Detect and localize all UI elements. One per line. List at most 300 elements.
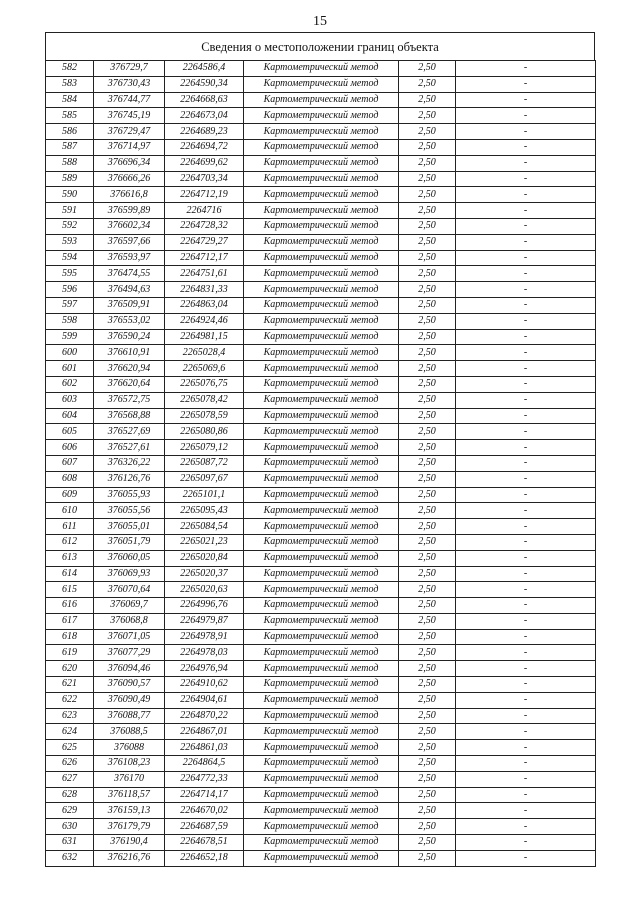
description-cell: - bbox=[456, 139, 596, 155]
method-cell: Картометрический метод bbox=[244, 440, 399, 456]
table-row bbox=[46, 345, 596, 361]
x-coordinate-cell: 376666,26 bbox=[94, 171, 165, 187]
accuracy-cell: 2,50 bbox=[399, 645, 456, 661]
y-coordinate-cell: 2264586,4 bbox=[165, 61, 244, 77]
table-title: Сведения о местоположении границ объекта bbox=[45, 32, 595, 60]
y-coordinate-cell: 2265021,23 bbox=[165, 534, 244, 550]
table-row bbox=[46, 613, 596, 629]
description-cell: - bbox=[456, 787, 596, 803]
table-row bbox=[46, 803, 596, 819]
table-row bbox=[46, 740, 596, 756]
method-cell: Картометрический метод bbox=[244, 582, 399, 598]
boundary-points-table bbox=[45, 60, 596, 867]
table-row bbox=[46, 234, 596, 250]
method-cell: Картометрический метод bbox=[244, 471, 399, 487]
table-row bbox=[46, 708, 596, 724]
point-number-cell: 628 bbox=[46, 787, 94, 803]
description-cell: - bbox=[456, 250, 596, 266]
y-coordinate-cell: 2265095,43 bbox=[165, 503, 244, 519]
table-row bbox=[46, 550, 596, 566]
x-coordinate-cell: 376599,89 bbox=[94, 203, 165, 219]
y-coordinate-cell: 2264864,5 bbox=[165, 756, 244, 772]
y-coordinate-cell: 2264772,33 bbox=[165, 771, 244, 787]
table-row bbox=[46, 297, 596, 313]
method-cell: Картометрический метод bbox=[244, 613, 399, 629]
accuracy-cell: 2,50 bbox=[399, 661, 456, 677]
description-cell: - bbox=[456, 297, 596, 313]
table-row bbox=[46, 677, 596, 693]
method-cell: Картометрический метод bbox=[244, 550, 399, 566]
point-number-cell: 590 bbox=[46, 187, 94, 203]
method-cell: Картометрический метод bbox=[244, 408, 399, 424]
description-cell: - bbox=[456, 234, 596, 250]
x-coordinate-cell: 376055,93 bbox=[94, 487, 165, 503]
y-coordinate-cell: 2264668,63 bbox=[165, 92, 244, 108]
point-number-cell: 624 bbox=[46, 724, 94, 740]
y-coordinate-cell: 2265069,6 bbox=[165, 361, 244, 377]
description-cell: - bbox=[456, 171, 596, 187]
method-cell: Картометрический метод bbox=[244, 850, 399, 866]
x-coordinate-cell: 376610,91 bbox=[94, 345, 165, 361]
description-cell: - bbox=[456, 92, 596, 108]
accuracy-cell: 2,50 bbox=[399, 724, 456, 740]
x-coordinate-cell: 376159,13 bbox=[94, 803, 165, 819]
accuracy-cell: 2,50 bbox=[399, 534, 456, 550]
description-cell: - bbox=[456, 645, 596, 661]
y-coordinate-cell: 2264978,91 bbox=[165, 629, 244, 645]
method-cell: Картометрический метод bbox=[244, 361, 399, 377]
point-number-cell: 603 bbox=[46, 392, 94, 408]
description-cell: - bbox=[456, 329, 596, 345]
y-coordinate-cell: 2265097,67 bbox=[165, 471, 244, 487]
table-row bbox=[46, 692, 596, 708]
description-cell: - bbox=[456, 819, 596, 835]
y-coordinate-cell: 2264670,02 bbox=[165, 803, 244, 819]
x-coordinate-cell: 376572,75 bbox=[94, 392, 165, 408]
accuracy-cell: 2,50 bbox=[399, 92, 456, 108]
description-cell: - bbox=[456, 708, 596, 724]
x-coordinate-cell: 376593,97 bbox=[94, 250, 165, 266]
x-coordinate-cell: 376090,57 bbox=[94, 677, 165, 693]
point-number-cell: 582 bbox=[46, 61, 94, 77]
accuracy-cell: 2,50 bbox=[399, 803, 456, 819]
accuracy-cell: 2,50 bbox=[399, 187, 456, 203]
point-number-cell: 626 bbox=[46, 756, 94, 772]
table-row bbox=[46, 282, 596, 298]
x-coordinate-cell: 376597,66 bbox=[94, 234, 165, 250]
table-row bbox=[46, 519, 596, 535]
accuracy-cell: 2,50 bbox=[399, 692, 456, 708]
description-cell: - bbox=[456, 61, 596, 77]
y-coordinate-cell: 2264976,94 bbox=[165, 661, 244, 677]
y-coordinate-cell: 2264712,19 bbox=[165, 187, 244, 203]
method-cell: Картометрический метод bbox=[244, 424, 399, 440]
description-cell: - bbox=[456, 392, 596, 408]
point-number-cell: 609 bbox=[46, 487, 94, 503]
point-number-cell: 584 bbox=[46, 92, 94, 108]
description-cell: - bbox=[456, 203, 596, 219]
y-coordinate-cell: 2264678,51 bbox=[165, 835, 244, 851]
point-number-cell: 604 bbox=[46, 408, 94, 424]
x-coordinate-cell: 376620,64 bbox=[94, 376, 165, 392]
y-coordinate-cell: 2264687,59 bbox=[165, 819, 244, 835]
description-cell: - bbox=[456, 218, 596, 234]
point-number-cell: 622 bbox=[46, 692, 94, 708]
accuracy-cell: 2,50 bbox=[399, 61, 456, 77]
point-number-cell: 612 bbox=[46, 534, 94, 550]
method-cell: Картометрический метод bbox=[244, 756, 399, 772]
point-number-cell: 616 bbox=[46, 598, 94, 614]
point-number-cell: 585 bbox=[46, 108, 94, 124]
description-cell: - bbox=[456, 187, 596, 203]
y-coordinate-cell: 2265078,42 bbox=[165, 392, 244, 408]
boundary-table-sheet bbox=[45, 32, 595, 867]
x-coordinate-cell: 376088,77 bbox=[94, 708, 165, 724]
accuracy-cell: 2,50 bbox=[399, 76, 456, 92]
table-row bbox=[46, 361, 596, 377]
table-row bbox=[46, 171, 596, 187]
accuracy-cell: 2,50 bbox=[399, 139, 456, 155]
accuracy-cell: 2,50 bbox=[399, 408, 456, 424]
accuracy-cell: 2,50 bbox=[399, 361, 456, 377]
description-cell: - bbox=[456, 582, 596, 598]
method-cell: Картометрический метод bbox=[244, 629, 399, 645]
accuracy-cell: 2,50 bbox=[399, 787, 456, 803]
table-row bbox=[46, 155, 596, 171]
method-cell: Картометрический метод bbox=[244, 819, 399, 835]
method-cell: Картометрический метод bbox=[244, 740, 399, 756]
table-row bbox=[46, 645, 596, 661]
method-cell: Картометрический метод bbox=[244, 266, 399, 282]
method-cell: Картометрический метод bbox=[244, 139, 399, 155]
y-coordinate-cell: 2264673,04 bbox=[165, 108, 244, 124]
x-coordinate-cell: 376216,76 bbox=[94, 850, 165, 866]
method-cell: Картометрический метод bbox=[244, 376, 399, 392]
accuracy-cell: 2,50 bbox=[399, 455, 456, 471]
y-coordinate-cell: 2264996,76 bbox=[165, 598, 244, 614]
description-cell: - bbox=[456, 661, 596, 677]
method-cell: Картометрический метод bbox=[244, 487, 399, 503]
description-cell: - bbox=[456, 850, 596, 866]
method-cell: Картометрический метод bbox=[244, 519, 399, 535]
x-coordinate-cell: 376051,79 bbox=[94, 534, 165, 550]
table-row bbox=[46, 124, 596, 140]
point-number-cell: 614 bbox=[46, 566, 94, 582]
method-cell: Картометрический метод bbox=[244, 661, 399, 677]
accuracy-cell: 2,50 bbox=[399, 519, 456, 535]
method-cell: Картометрический метод bbox=[244, 61, 399, 77]
y-coordinate-cell: 2264689,23 bbox=[165, 124, 244, 140]
table-row bbox=[46, 408, 596, 424]
method-cell: Картометрический метод bbox=[244, 234, 399, 250]
point-number-cell: 625 bbox=[46, 740, 94, 756]
point-number-cell: 620 bbox=[46, 661, 94, 677]
x-coordinate-cell: 376590,24 bbox=[94, 329, 165, 345]
y-coordinate-cell: 2265101,1 bbox=[165, 487, 244, 503]
table-row bbox=[46, 756, 596, 772]
description-cell: - bbox=[456, 408, 596, 424]
description-cell: - bbox=[456, 692, 596, 708]
x-coordinate-cell: 376190,4 bbox=[94, 835, 165, 851]
accuracy-cell: 2,50 bbox=[399, 250, 456, 266]
description-cell: - bbox=[456, 629, 596, 645]
point-number-cell: 618 bbox=[46, 629, 94, 645]
table-row bbox=[46, 503, 596, 519]
page-number: 15 bbox=[313, 14, 327, 29]
point-number-cell: 630 bbox=[46, 819, 94, 835]
description-cell: - bbox=[456, 155, 596, 171]
point-number-cell: 594 bbox=[46, 250, 94, 266]
point-number-cell: 601 bbox=[46, 361, 94, 377]
y-coordinate-cell: 2264751,61 bbox=[165, 266, 244, 282]
x-coordinate-cell: 376326,22 bbox=[94, 455, 165, 471]
method-cell: Картометрический метод bbox=[244, 503, 399, 519]
method-cell: Картометрический метод bbox=[244, 187, 399, 203]
y-coordinate-cell: 2264867,01 bbox=[165, 724, 244, 740]
description-cell: - bbox=[456, 124, 596, 140]
y-coordinate-cell: 2264870,22 bbox=[165, 708, 244, 724]
y-coordinate-cell: 2264716 bbox=[165, 203, 244, 219]
y-coordinate-cell: 2265080,86 bbox=[165, 424, 244, 440]
point-number-cell: 605 bbox=[46, 424, 94, 440]
y-coordinate-cell: 2264979,87 bbox=[165, 613, 244, 629]
y-coordinate-cell: 2264712,17 bbox=[165, 250, 244, 266]
method-cell: Картометрический метод bbox=[244, 203, 399, 219]
table-row bbox=[46, 218, 596, 234]
x-coordinate-cell: 376729,7 bbox=[94, 61, 165, 77]
accuracy-cell: 2,50 bbox=[399, 771, 456, 787]
description-cell: - bbox=[456, 598, 596, 614]
table-row bbox=[46, 313, 596, 329]
y-coordinate-cell: 2264699,62 bbox=[165, 155, 244, 171]
x-coordinate-cell: 376179,79 bbox=[94, 819, 165, 835]
accuracy-cell: 2,50 bbox=[399, 629, 456, 645]
description-cell: - bbox=[456, 76, 596, 92]
accuracy-cell: 2,50 bbox=[399, 155, 456, 171]
description-cell: - bbox=[456, 503, 596, 519]
table-row bbox=[46, 187, 596, 203]
table-row bbox=[46, 850, 596, 866]
description-cell: - bbox=[456, 376, 596, 392]
point-number-cell: 597 bbox=[46, 297, 94, 313]
table-row bbox=[46, 835, 596, 851]
description-cell: - bbox=[456, 361, 596, 377]
accuracy-cell: 2,50 bbox=[399, 487, 456, 503]
method-cell: Картометрический метод bbox=[244, 677, 399, 693]
table-row bbox=[46, 250, 596, 266]
method-cell: Картометрический метод bbox=[244, 313, 399, 329]
accuracy-cell: 2,50 bbox=[399, 392, 456, 408]
accuracy-cell: 2,50 bbox=[399, 756, 456, 772]
y-coordinate-cell: 2264910,62 bbox=[165, 677, 244, 693]
description-cell: - bbox=[456, 740, 596, 756]
x-coordinate-cell: 376714,97 bbox=[94, 139, 165, 155]
accuracy-cell: 2,50 bbox=[399, 124, 456, 140]
y-coordinate-cell: 2264590,34 bbox=[165, 76, 244, 92]
method-cell: Картометрический метод bbox=[244, 598, 399, 614]
point-number-cell: 600 bbox=[46, 345, 94, 361]
description-cell: - bbox=[456, 613, 596, 629]
accuracy-cell: 2,50 bbox=[399, 329, 456, 345]
point-number-cell: 611 bbox=[46, 519, 94, 535]
table-row bbox=[46, 76, 596, 92]
accuracy-cell: 2,50 bbox=[399, 582, 456, 598]
x-coordinate-cell: 376094,46 bbox=[94, 661, 165, 677]
point-number-cell: 607 bbox=[46, 455, 94, 471]
accuracy-cell: 2,50 bbox=[399, 376, 456, 392]
point-number-cell: 599 bbox=[46, 329, 94, 345]
accuracy-cell: 2,50 bbox=[399, 218, 456, 234]
accuracy-cell: 2,50 bbox=[399, 108, 456, 124]
table-row bbox=[46, 376, 596, 392]
method-cell: Картометрический метод bbox=[244, 345, 399, 361]
description-cell: - bbox=[456, 455, 596, 471]
accuracy-cell: 2,50 bbox=[399, 203, 456, 219]
method-cell: Картометрический метод bbox=[244, 171, 399, 187]
description-cell: - bbox=[456, 519, 596, 535]
x-coordinate-cell: 376070,64 bbox=[94, 582, 165, 598]
x-coordinate-cell: 376060,05 bbox=[94, 550, 165, 566]
description-cell: - bbox=[456, 756, 596, 772]
method-cell: Картометрический метод bbox=[244, 835, 399, 851]
table-row bbox=[46, 108, 596, 124]
method-cell: Картометрический метод bbox=[244, 566, 399, 582]
description-cell: - bbox=[456, 534, 596, 550]
table-row bbox=[46, 771, 596, 787]
y-coordinate-cell: 2265087,72 bbox=[165, 455, 244, 471]
point-number-cell: 596 bbox=[46, 282, 94, 298]
accuracy-cell: 2,50 bbox=[399, 440, 456, 456]
point-number-cell: 621 bbox=[46, 677, 94, 693]
description-cell: - bbox=[456, 677, 596, 693]
method-cell: Картометрический метод bbox=[244, 297, 399, 313]
point-number-cell: 619 bbox=[46, 645, 94, 661]
description-cell: - bbox=[456, 724, 596, 740]
method-cell: Картометрический метод bbox=[244, 282, 399, 298]
x-coordinate-cell: 376509,91 bbox=[94, 297, 165, 313]
x-coordinate-cell: 376616,8 bbox=[94, 187, 165, 203]
x-coordinate-cell: 376069,7 bbox=[94, 598, 165, 614]
point-number-cell: 595 bbox=[46, 266, 94, 282]
table-row bbox=[46, 566, 596, 582]
description-cell: - bbox=[456, 550, 596, 566]
method-cell: Картометрический метод bbox=[244, 218, 399, 234]
point-number-cell: 588 bbox=[46, 155, 94, 171]
y-coordinate-cell: 2264703,34 bbox=[165, 171, 244, 187]
x-coordinate-cell: 376126,76 bbox=[94, 471, 165, 487]
point-number-cell: 583 bbox=[46, 76, 94, 92]
table-row bbox=[46, 203, 596, 219]
point-number-cell: 632 bbox=[46, 850, 94, 866]
x-coordinate-cell: 376077,29 bbox=[94, 645, 165, 661]
point-number-cell: 631 bbox=[46, 835, 94, 851]
method-cell: Картометрический метод bbox=[244, 534, 399, 550]
x-coordinate-cell: 376071,05 bbox=[94, 629, 165, 645]
table-row bbox=[46, 724, 596, 740]
point-number-cell: 623 bbox=[46, 708, 94, 724]
method-cell: Картометрический метод bbox=[244, 803, 399, 819]
table-row bbox=[46, 487, 596, 503]
description-cell: - bbox=[456, 424, 596, 440]
x-coordinate-cell: 376527,69 bbox=[94, 424, 165, 440]
table-row bbox=[46, 329, 596, 345]
y-coordinate-cell: 2265079,12 bbox=[165, 440, 244, 456]
table-row bbox=[46, 582, 596, 598]
accuracy-cell: 2,50 bbox=[399, 345, 456, 361]
accuracy-cell: 2,50 bbox=[399, 424, 456, 440]
description-cell: - bbox=[456, 313, 596, 329]
accuracy-cell: 2,50 bbox=[399, 598, 456, 614]
point-number-cell: 610 bbox=[46, 503, 94, 519]
table-row bbox=[46, 661, 596, 677]
method-cell: Картометрический метод bbox=[244, 92, 399, 108]
x-coordinate-cell: 376729,47 bbox=[94, 124, 165, 140]
description-cell: - bbox=[456, 108, 596, 124]
table-row bbox=[46, 819, 596, 835]
accuracy-cell: 2,50 bbox=[399, 266, 456, 282]
description-cell: - bbox=[456, 440, 596, 456]
point-number-cell: 608 bbox=[46, 471, 94, 487]
y-coordinate-cell: 2264652,18 bbox=[165, 850, 244, 866]
point-number-cell: 629 bbox=[46, 803, 94, 819]
method-cell: Картометрический метод bbox=[244, 692, 399, 708]
accuracy-cell: 2,50 bbox=[399, 503, 456, 519]
accuracy-cell: 2,50 bbox=[399, 850, 456, 866]
method-cell: Картометрический метод bbox=[244, 155, 399, 171]
table-row bbox=[46, 471, 596, 487]
x-coordinate-cell: 376069,93 bbox=[94, 566, 165, 582]
point-number-cell: 615 bbox=[46, 582, 94, 598]
table-row bbox=[46, 440, 596, 456]
method-cell: Картометрический метод bbox=[244, 108, 399, 124]
method-cell: Картометрический метод bbox=[244, 76, 399, 92]
table-row bbox=[46, 598, 596, 614]
x-coordinate-cell: 376088,5 bbox=[94, 724, 165, 740]
description-cell: - bbox=[456, 266, 596, 282]
description-cell: - bbox=[456, 803, 596, 819]
x-coordinate-cell: 376620,94 bbox=[94, 361, 165, 377]
y-coordinate-cell: 2265020,63 bbox=[165, 582, 244, 598]
table-body bbox=[46, 61, 596, 867]
point-number-cell: 598 bbox=[46, 313, 94, 329]
y-coordinate-cell: 2264861,03 bbox=[165, 740, 244, 756]
y-coordinate-cell: 2264978,03 bbox=[165, 645, 244, 661]
point-number-cell: 602 bbox=[46, 376, 94, 392]
x-coordinate-cell: 376494,63 bbox=[94, 282, 165, 298]
point-number-cell: 613 bbox=[46, 550, 94, 566]
table-row bbox=[46, 629, 596, 645]
description-cell: - bbox=[456, 345, 596, 361]
method-cell: Картометрический метод bbox=[244, 124, 399, 140]
x-coordinate-cell: 376170 bbox=[94, 771, 165, 787]
x-coordinate-cell: 376745,19 bbox=[94, 108, 165, 124]
accuracy-cell: 2,50 bbox=[399, 708, 456, 724]
x-coordinate-cell: 376055,56 bbox=[94, 503, 165, 519]
table-row bbox=[46, 392, 596, 408]
x-coordinate-cell: 376055,01 bbox=[94, 519, 165, 535]
x-coordinate-cell: 376602,34 bbox=[94, 218, 165, 234]
method-cell: Картометрический метод bbox=[244, 724, 399, 740]
description-cell: - bbox=[456, 771, 596, 787]
point-number-cell: 593 bbox=[46, 234, 94, 250]
accuracy-cell: 2,50 bbox=[399, 171, 456, 187]
y-coordinate-cell: 2264728,32 bbox=[165, 218, 244, 234]
point-number-cell: 627 bbox=[46, 771, 94, 787]
y-coordinate-cell: 2265020,37 bbox=[165, 566, 244, 582]
accuracy-cell: 2,50 bbox=[399, 282, 456, 298]
description-cell: - bbox=[456, 282, 596, 298]
method-cell: Картометрический метод bbox=[244, 645, 399, 661]
